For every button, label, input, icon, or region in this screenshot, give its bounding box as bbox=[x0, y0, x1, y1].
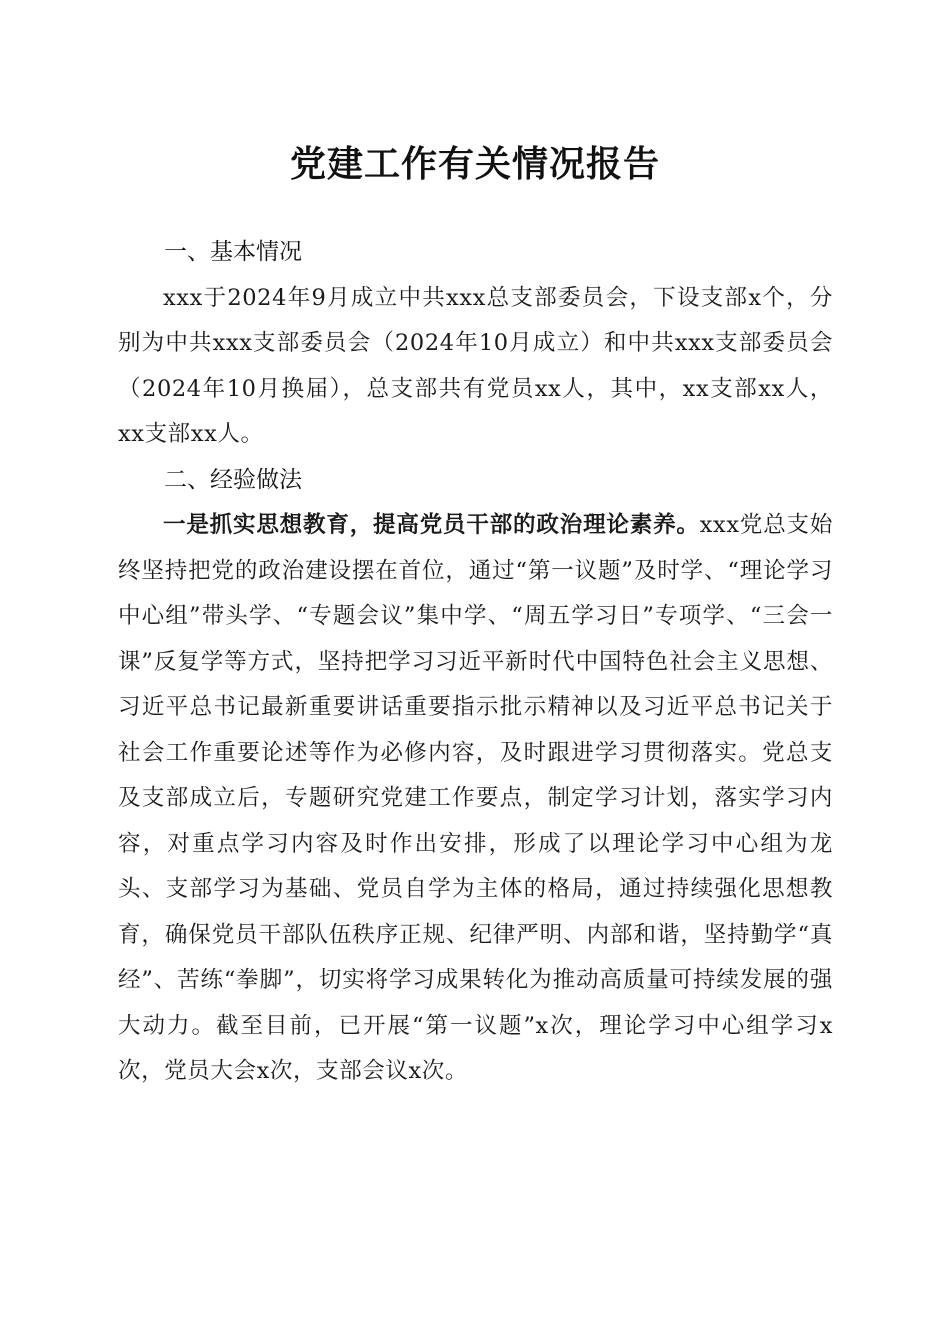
paragraph-body-text: xxx党总支始终坚持把党的政治建设摆在首位，通过“第一议题”及时学、“理论学习中心组”带头学、“专题会议”集中学、“周五学习日”专项学、“三会一课”反复学等方式，坚持把学习习近平新时代中国特色社会主义思想、习近平总书记最新重要讲话重要指示批示精神以及习近平总书记关于社会工作重要论述等作为必修内容，及时跟进学习贯彻落实。党总支及支部成立后，专题研究党建工作要点，制定学习计划，落实学习内容，对重点学习内容及时作出安排，形成了以理论学习中心组为龙头、支部学习为基础、党员自学为主体的格局，通过持续强化思想教育，确保党员干部队伍秩序正规、纪律严明、内部和谐，坚持勤学“真经”、苦练“拳脚”，切实将学习成果转化为推动高质量可持续发展的强大动力。截至目前，已开展“第一议题”x次，理论学习中心组学习x次，党员大会x次，支部会议x次。 bbox=[118, 512, 833, 1084]
section-heading-basic-info: 一、基本情况 bbox=[164, 239, 302, 265]
document-title: 党建工作有关情况报告 bbox=[289, 143, 660, 185]
document-body bbox=[118, 230, 833, 1095]
section-heading-experience: 二、经验做法 bbox=[164, 466, 302, 493]
section-paragraph-basic-info: xxx于2024年9月成立中共xxx总支部委员会，下设支部x个，分别为中共xxx支部委员会（2024年10月成立）和中共xxx支部委员会（2024年10月换届），总支部共有党员xx人，其中，xx支部xx人，xx支部xx人。 bbox=[118, 284, 833, 447]
section-paragraph-experience bbox=[118, 503, 833, 1095]
paragraph-lead-sentence: 一是抓实思想教育，提高党员干部的政治理论素养。 bbox=[163, 512, 700, 538]
